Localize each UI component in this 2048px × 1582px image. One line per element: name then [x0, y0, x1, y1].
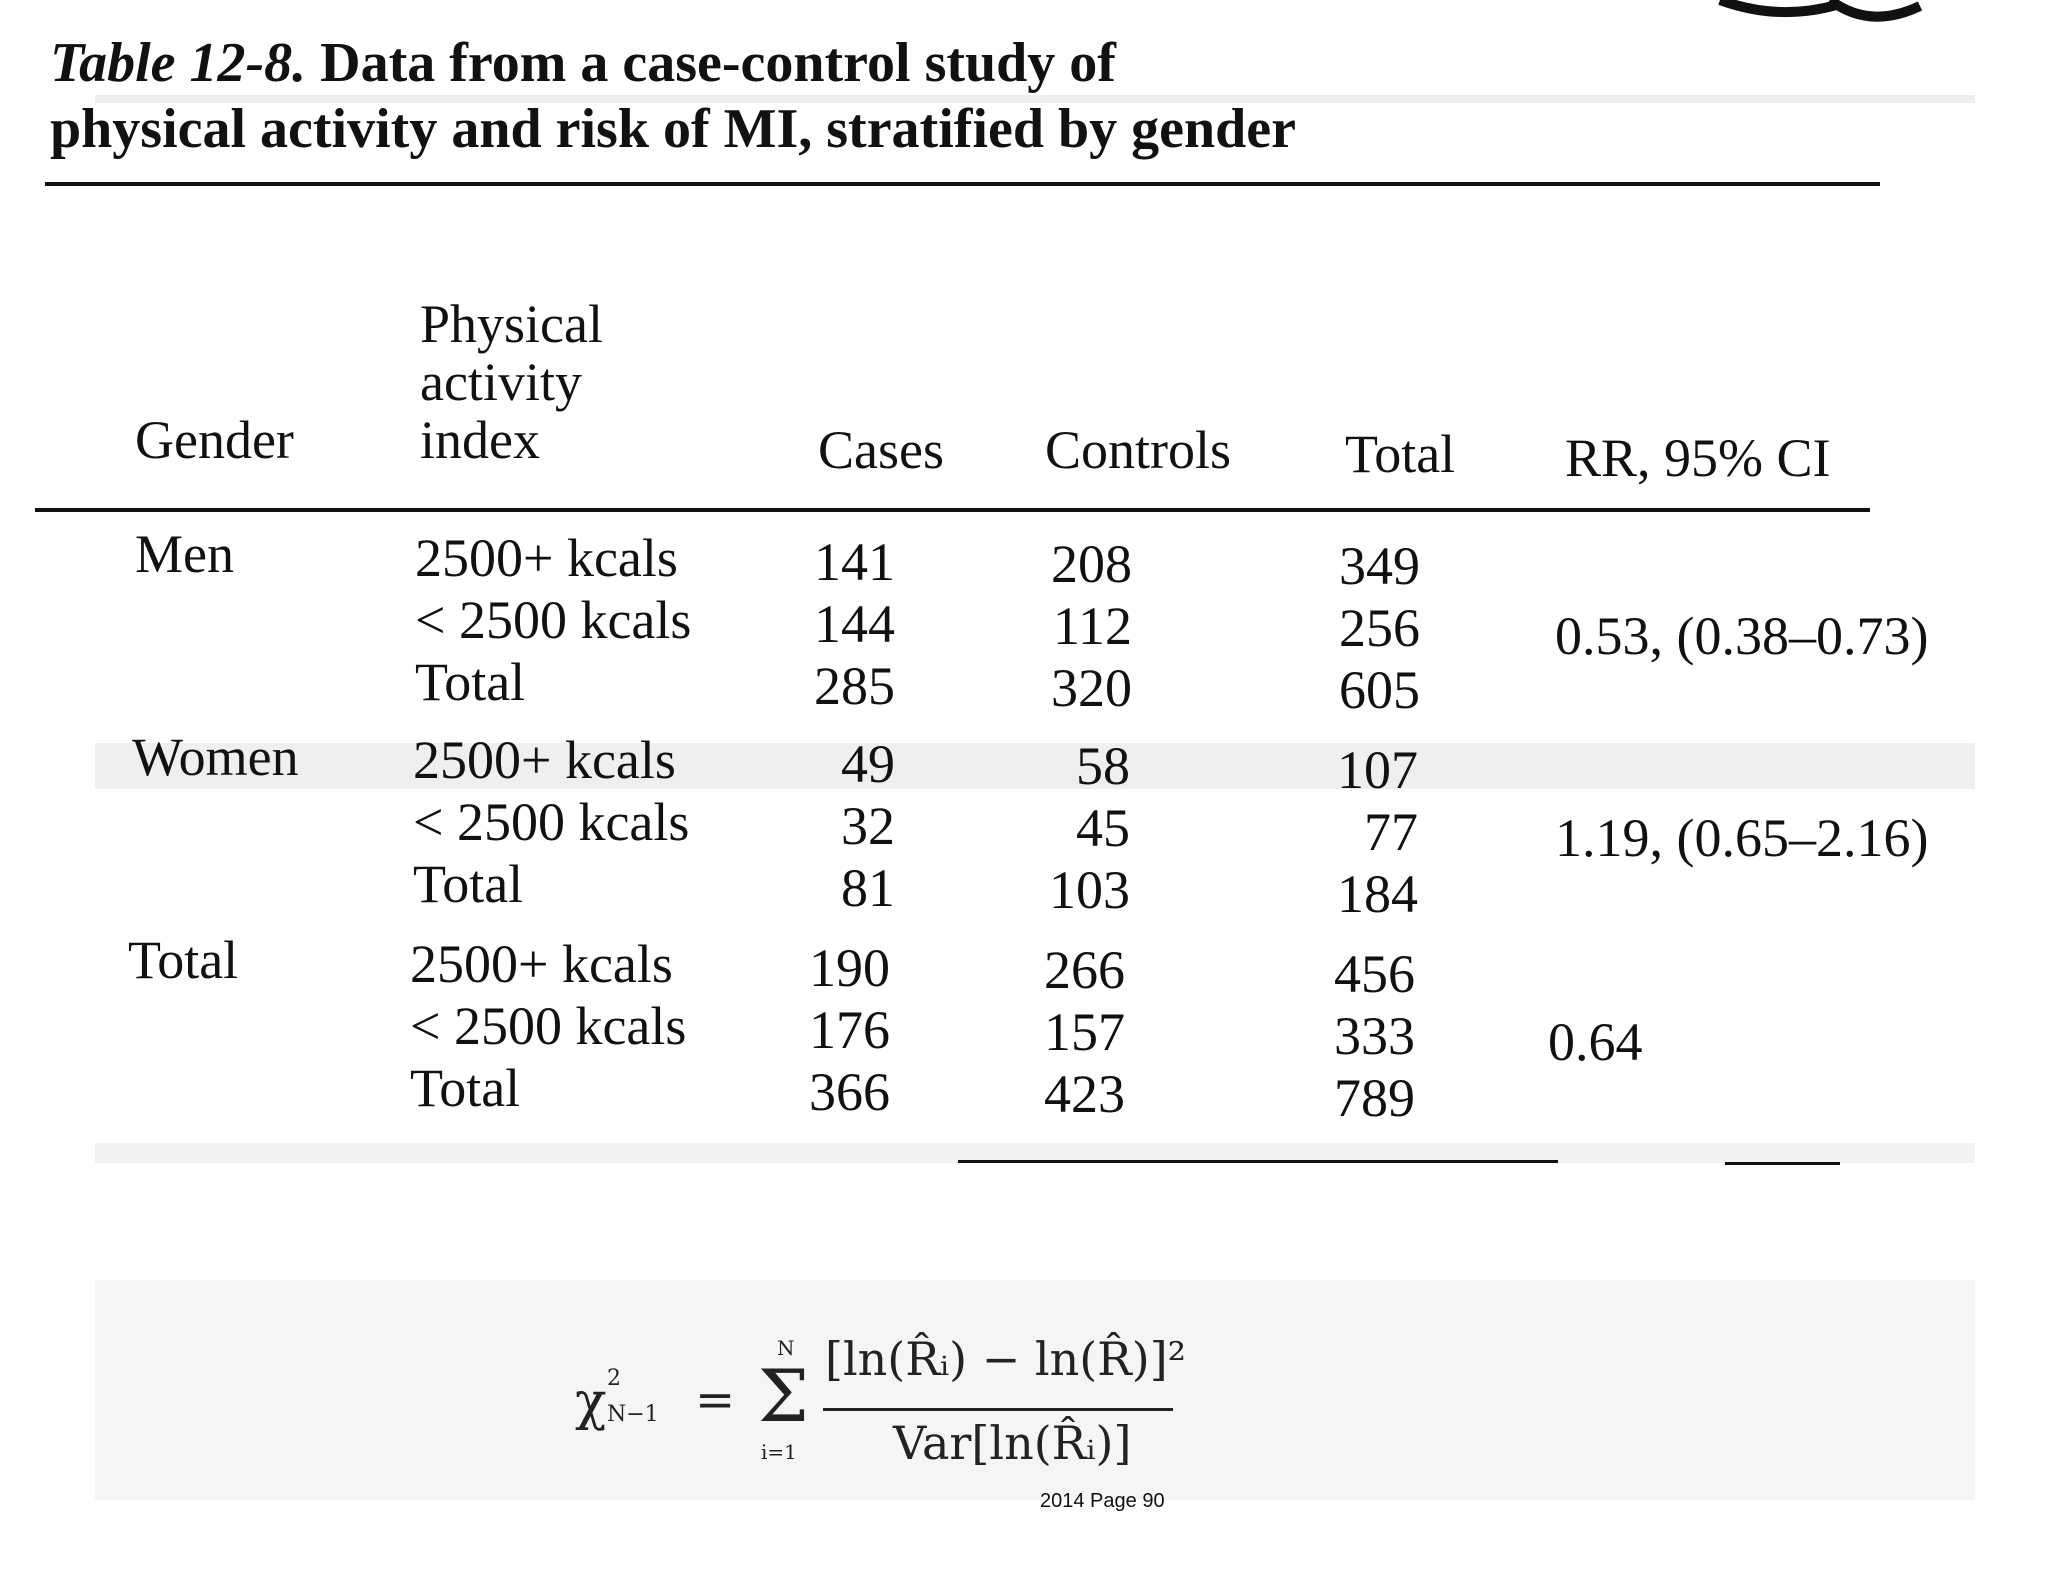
header-gender: Gender [135, 410, 294, 470]
table-cell-index: < 2500 kcals [413, 792, 690, 852]
table-caption [50, 30, 1550, 162]
table-cell-controls: 266 [1044, 940, 1125, 1000]
handwritten-mark-icon [1640, 0, 1940, 30]
table-cell-total: 456 [1334, 944, 1415, 1004]
table-cell-controls: 423 [1044, 1064, 1125, 1124]
table-cell-index: 2500+ kcals [413, 730, 676, 790]
scan-shade-middle [95, 743, 1975, 789]
page-footer: 2014 Page 90 [1040, 1490, 1165, 1512]
formula-chi-subscript: N−1 [607, 1402, 659, 1427]
table-cell-cases: 285 [814, 656, 895, 716]
table-cell-index: 2500+ kcals [415, 528, 678, 588]
table-cell-controls: 112 [1053, 596, 1132, 656]
header-total: Total [1345, 424, 1456, 484]
header-cases: Cases [818, 420, 944, 480]
rr-women: 1.19, (0.65–2.16) [1555, 808, 1929, 868]
table-top-rule [45, 182, 1880, 186]
table-cell-controls: 45 [1076, 798, 1130, 858]
table-cell-total: 107 [1337, 740, 1418, 800]
table-cell-index: < 2500 kcals [410, 996, 687, 1056]
formula-fraction-bar [823, 1408, 1173, 1411]
table-cell-total: 789 [1334, 1068, 1415, 1128]
table-cell-total: 184 [1337, 864, 1418, 924]
table-cell-total: 256 [1339, 598, 1420, 658]
chi-square-formula [575, 1330, 1225, 1480]
table-cell-cases: 32 [841, 796, 895, 856]
table-cell-cases: 141 [814, 532, 895, 592]
table-cell-controls: 320 [1051, 658, 1132, 718]
header-index-line2: activity [420, 352, 582, 412]
table-cell-index: < 2500 kcals [415, 590, 692, 650]
table-cell-index: Total [415, 652, 526, 712]
table-cell-index: Total [410, 1058, 521, 1118]
group-label-total: Total [128, 930, 239, 990]
header-index-line3: index [420, 410, 540, 470]
caption-line2: physical activity and risk of MI, stratified by gender [50, 98, 1296, 160]
table-bottom-rule-short [1725, 1162, 1840, 1165]
table-cell-total: 349 [1339, 536, 1420, 596]
formula-sum-lower: i=1 [761, 1440, 797, 1464]
table-cell-total: 333 [1334, 1006, 1415, 1066]
table-cell-cases: 144 [814, 594, 895, 654]
formula-sum-upper: N [777, 1336, 795, 1360]
table-cell-controls: 157 [1044, 1002, 1125, 1062]
table-cell-total: 605 [1339, 660, 1420, 720]
group-label-men: Men [135, 524, 234, 584]
table-cell-cases: 81 [841, 858, 895, 918]
rr-men: 0.53, (0.38–0.73) [1555, 606, 1929, 666]
formula-chi-superscript: 2 [607, 1366, 621, 1391]
formula-sum-sign: Σ [758, 1354, 809, 1438]
formula-chi: χ [575, 1372, 607, 1432]
formula-numerator: [ln(R̂ᵢ) − ln(R̂)]² [825, 1332, 1187, 1386]
formula-equals: = [695, 1372, 736, 1428]
table-cell-index: Total [413, 854, 524, 914]
header-controls: Controls [1045, 420, 1232, 480]
header-index-line1: Physical [420, 294, 603, 354]
table-label: Table 12-8. [50, 32, 307, 94]
formula-denominator: Var[ln(R̂ᵢ)] [893, 1416, 1132, 1470]
table-cell-cases: 366 [809, 1062, 890, 1122]
rr-total: 0.64 [1548, 1012, 1643, 1072]
table-cell-controls: 103 [1049, 860, 1130, 920]
table-cell-controls: 208 [1051, 534, 1132, 594]
caption-line1: Data from a case-control study of [306, 32, 1116, 94]
table-cell-cases: 190 [809, 938, 890, 998]
table-cell-controls: 58 [1076, 736, 1130, 796]
group-label-women: Women [132, 727, 299, 787]
table-cell-cases: 176 [809, 1000, 890, 1060]
table-bottom-rule [958, 1160, 1558, 1163]
table-cell-cases: 49 [841, 734, 895, 794]
header-rr: RR, 95% CI [1565, 428, 1831, 488]
table-header-rule [35, 508, 1870, 512]
table-cell-index: 2500+ kcals [410, 934, 673, 994]
table-cell-total: 77 [1364, 802, 1418, 862]
